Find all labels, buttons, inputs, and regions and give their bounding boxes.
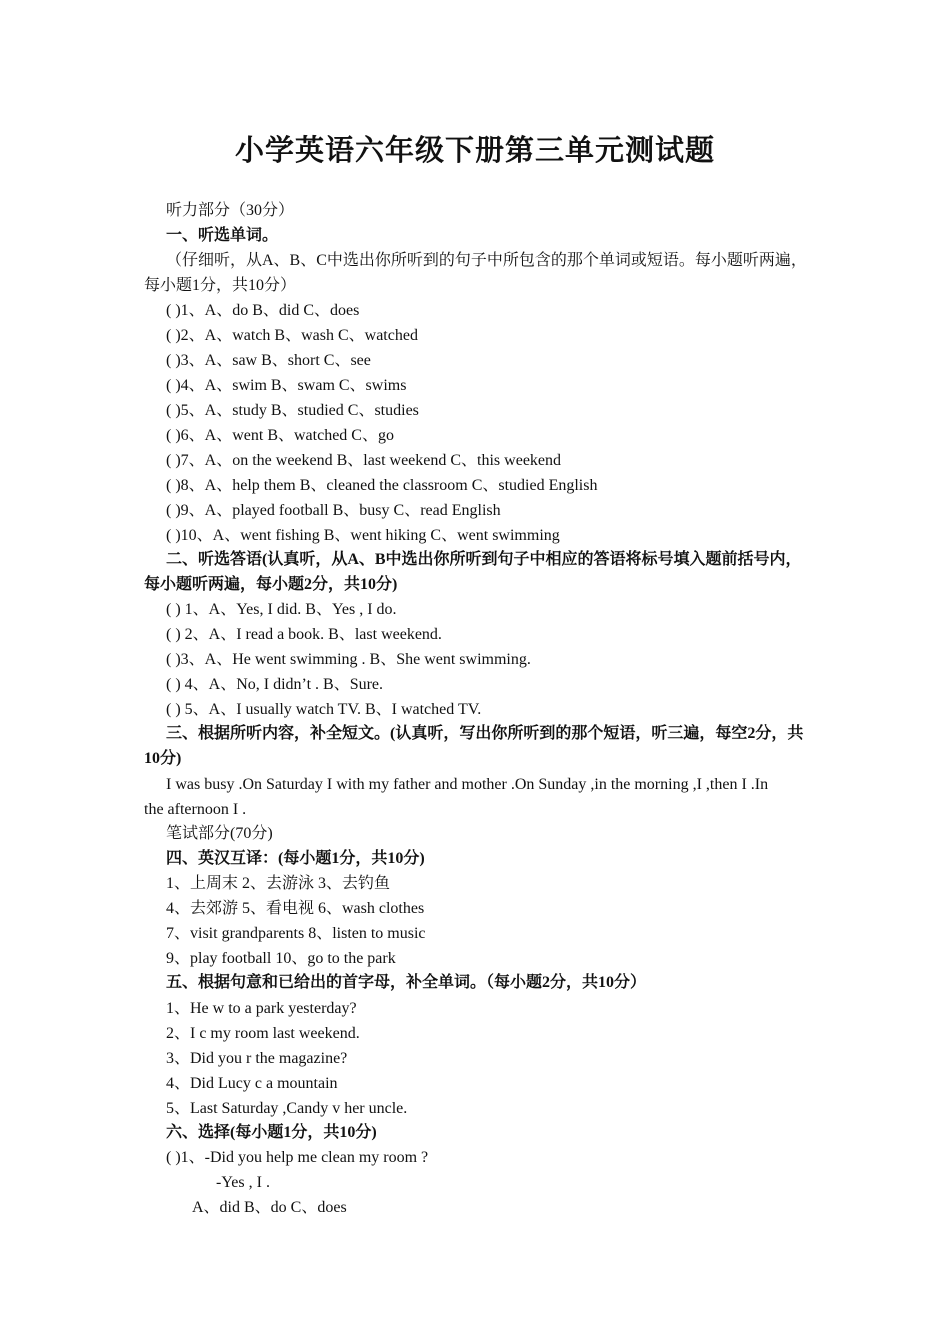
section-1-instructions: （仔细听，从A、B、C中选出你所听到的句子中所包含的那个单词或短语。每小题听两遍， [166, 252, 807, 269]
section-written-header: 笔试部分(70分) [166, 825, 273, 842]
section-listening-header: 听力部分（30分） [166, 202, 295, 219]
question-line: ( )4、A、swim B、swam C、swims [166, 377, 407, 394]
question-line: ( ) 1、A、Yes, I did. B、Yes , I do. [166, 601, 397, 618]
question-line: ( )1、-Did you help me clean my room ? [166, 1149, 429, 1166]
question-line: ( )10、A、went fishing B、went hiking C、went swimming [166, 527, 560, 544]
question-line: 9、play football 10、go to the park [166, 950, 396, 967]
section-1-instructions-cont: 每小题1分，共10分） [144, 277, 297, 294]
passage-line: I was busy .On Saturday I with my father and mother .On Sunday ,in the morning ,I ,then I .In [166, 776, 769, 793]
question-line: ( )9、A、played football B、busy C、read English [166, 502, 501, 519]
question-line: ( )8、A、help them B、cleaned the classroom C、studied English [166, 477, 598, 494]
page-title: 小学英语六年级下册第三单元测试题 [234, 133, 715, 167]
section-3-heading-cont: 10分) [144, 750, 182, 767]
section-3-heading: 三、根据所听内容，补全短文。(认真听，写出你所听到的那个短语，听三遍，每空2分，共 [166, 725, 804, 742]
section-5-heading: 五、根据句意和已给出的首字母，补全单词。（每小题2分，共10分） [166, 974, 647, 991]
passage-line: the afternoon I . [144, 801, 247, 818]
question-line: 4、去郊游 5、看电视 6、wash clothes [166, 900, 425, 917]
question-line: 3、Did you r the magazine? [166, 1050, 348, 1067]
question-line: ( ) 5、A、I usually watch TV. B、I watched TV. [166, 701, 482, 718]
question-line: ( ) 4、A、No, I didn’t . B、Sure. [166, 676, 384, 693]
question-line: ( )5、A、study B、studied C、studies [166, 402, 419, 419]
section-1-heading: 一、听选单词。 [166, 227, 279, 244]
question-line: ( )3、A、saw B、short C、see [166, 352, 371, 369]
question-line: 7、visit grandparents 8、listen to music [166, 925, 426, 942]
section-6-heading: 六、选择(每小题1分，共10分) [166, 1124, 377, 1141]
question-line: ( )6、A、went B、watched C、go [166, 427, 394, 444]
question-line: 4、Did Lucy c a mountain [166, 1075, 338, 1092]
question-line: ( )2、A、watch B、wash C、watched [166, 327, 418, 344]
question-line: ( )1、A、do B、did C、does [166, 302, 360, 319]
question-line: A、did B、do C、does [192, 1199, 347, 1216]
question-line: -Yes , I . [216, 1174, 270, 1191]
section-4-heading: 四、英汉互译：(每小题1分，共10分) [166, 850, 425, 867]
question-line: 1、He w to a park yesterday? [166, 1000, 357, 1017]
question-line: ( ) 2、A、I read a book. B、last weekend. [166, 626, 442, 643]
question-line: 2、I c my room last weekend. [166, 1025, 360, 1042]
question-line: 5、Last Saturday ,Candy v her uncle. [166, 1100, 408, 1117]
question-line: ( )3、A、He went swimming . B、She went swimming. [166, 651, 531, 668]
question-line: ( )7、A、on the weekend B、last weekend C、this weekend [166, 452, 562, 469]
section-2-heading: 二、听选答语(认真听，从A、B中选出你所听到句子中相应的答语将标号填入题前括号内， [166, 551, 802, 568]
question-line: 1、上周末 2、去游泳 3、去钓鱼 [166, 875, 391, 892]
section-2-heading-cont: 每小题听两遍，每小题2分，共10分) [144, 576, 398, 593]
